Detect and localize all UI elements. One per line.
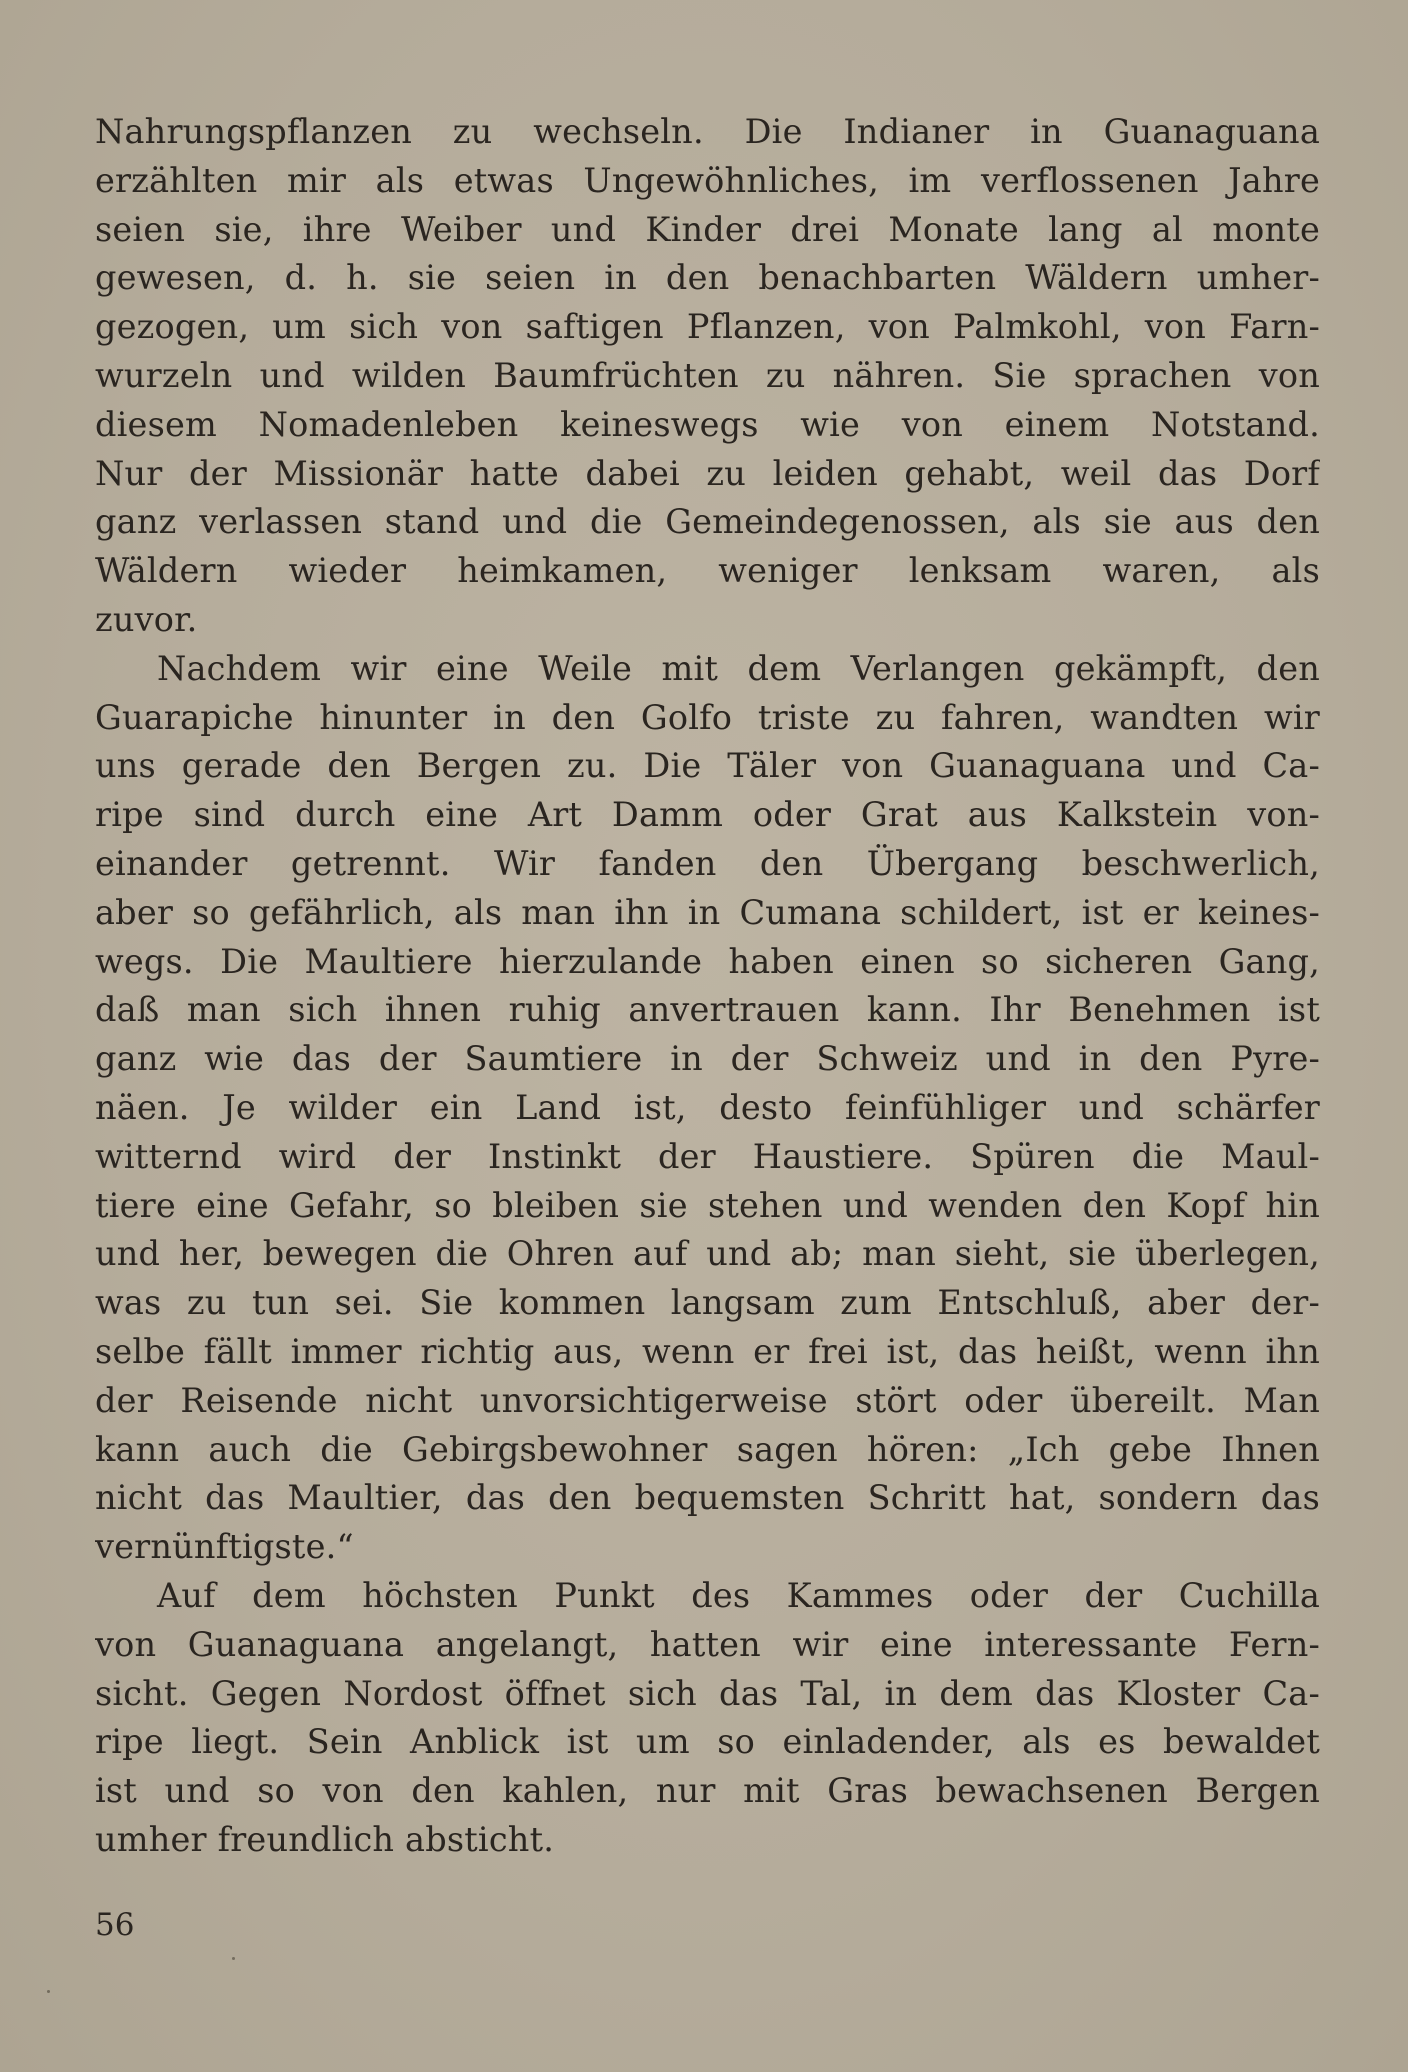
text-line: Nachdem wir eine Weile mit dem Verlangen gekämpft, den (157, 648, 1320, 688)
text-line: Nur der Missionär hatte dabei zu leiden gehabt, weil das Dorf (95, 453, 1320, 493)
text-line: näen. Je wilder ein Land ist, desto feinfühliger und schärfer (95, 1087, 1320, 1127)
paper-speck (47, 1990, 50, 1993)
text-line: sicht. Gegen Nordost öffnet sich das Tal, in dem das Kloster Ca- (95, 1673, 1320, 1713)
text-line: gezogen, um sich von saftigen Pflanzen, von Palmkohl, von Farn- (95, 307, 1320, 347)
text-line: zuvor. (95, 599, 198, 639)
text-line: kann auch die Gebirgsbewohner sagen hören: „Ich gebe Ihnen (95, 1429, 1320, 1469)
text-line: daß man sich ihnen ruhig anvertrauen kann. Ihr Benehmen ist (95, 990, 1320, 1030)
text-line: was zu tun sei. Sie kommen langsam zum Entschluß, aber der- (95, 1283, 1320, 1323)
text-line: uns gerade den Bergen zu. Die Täler von Guanaguana und Ca- (95, 746, 1320, 786)
text-line: vernünftigste.“ (95, 1527, 354, 1567)
text-line: seien sie, ihre Weiber und Kinder drei Monate lang al monte (95, 209, 1320, 249)
book-page-text (95, 108, 1320, 1865)
text-line: der Reisende nicht unvorsichtigerweise stört oder übereilt. Man (95, 1380, 1320, 1420)
text-line: Nahrungspflanzen zu wechseln. Die Indianer in Guanaguana (95, 112, 1320, 151)
text-line: witternd wird der Instinkt der Haustiere. Spüren die Maul- (95, 1136, 1320, 1176)
text-line: gewesen, d. h. sie seien in den benachbarten Wäldern umher- (95, 258, 1320, 298)
text-line: tiere eine Gefahr, so bleiben sie stehen und wenden den Kopf hin (95, 1185, 1320, 1225)
text-line: Guarapiche hinunter in den Golfo triste zu fahren, wandten wir (95, 697, 1320, 737)
text-line: Auf dem höchsten Punkt des Kammes oder der Cuchilla (157, 1575, 1320, 1615)
text-line: umher freundlich absticht. (95, 1819, 555, 1859)
text-line: erzählten mir als etwas Ungewöhnliches, im verflossenen Jahre (95, 160, 1320, 200)
text-line: und her, bewegen die Ohren auf und ab; man sieht, sie überlegen, (95, 1234, 1320, 1274)
text-line: wurzeln und wilden Baumfrüchten zu nähren. Sie sprachen von (95, 355, 1320, 395)
text-line: ripe sind durch eine Art Damm oder Grat aus Kalkstein von- (95, 795, 1320, 835)
text-line: einander getrennt. Wir fanden den Übergang beschwerlich, (95, 843, 1320, 883)
text-line: von Guanaguana angelangt, hatten wir eine interessante Fern- (95, 1624, 1320, 1664)
page-number: 56 (95, 1907, 135, 1943)
text-line: ganz wie das der Saumtiere in der Schweiz und in den Pyre- (95, 1039, 1320, 1079)
text-line: ist und so von den kahlen, nur mit Gras bewachsenen Bergen (95, 1771, 1320, 1811)
text-line: ripe liegt. Sein Anblick ist um so einladender, als es bewaldet (95, 1722, 1320, 1762)
paper-speck (232, 1957, 235, 1960)
text-line: wegs. Die Maultiere hierzulande haben einen so sicheren Gang, (95, 941, 1320, 981)
text-line: diesem Nomadenleben keineswegs wie von einem Notstand. (95, 404, 1320, 444)
text-line: selbe fällt immer richtig aus, wenn er frei ist, das heißt, wenn ihn (95, 1331, 1320, 1371)
text-line: ganz verlassen stand und die Gemeindegenossen, als sie aus den (95, 502, 1320, 542)
text-line: aber so gefährlich, als man ihn in Cumana schildert, ist er keines- (95, 892, 1320, 932)
text-line: nicht das Maultier, das den bequemsten Schritt hat, sondern das (95, 1478, 1320, 1518)
text-line: Wäldern wieder heimkamen, weniger lenksam waren, als (95, 551, 1320, 591)
